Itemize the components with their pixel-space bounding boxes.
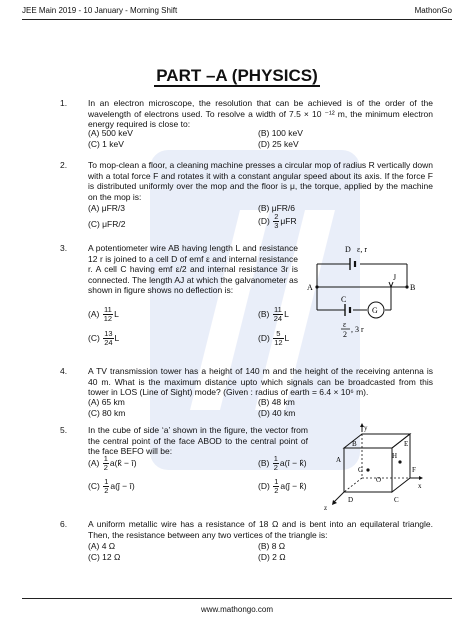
question-3-option-d: (D) $\frac{5}{12}$ L bbox=[258, 329, 290, 347]
label-emf-r: ε, r bbox=[357, 245, 368, 254]
label-o: O bbox=[376, 476, 382, 484]
label-c-emf-denominator: 2 bbox=[343, 330, 347, 339]
label-c-emf-numerator: ε bbox=[343, 320, 347, 329]
z-axis-line bbox=[334, 492, 344, 502]
question-3-option-b: (B) $\frac{11}{24}$ L bbox=[258, 305, 289, 323]
question-6-option-a: (A) 4 Ω bbox=[88, 541, 116, 551]
question-3-number: 3. bbox=[60, 243, 68, 253]
question-3-option-a: (A) $\frac{11}{12}$ L bbox=[88, 305, 119, 323]
cube-figure bbox=[318, 422, 428, 512]
label-d: D bbox=[348, 496, 354, 504]
question-5-option-d: (D) $\frac{1}{2}$ a(ĵ − k̂) bbox=[258, 477, 307, 495]
label-g: G bbox=[358, 466, 364, 474]
question-6-number: 6. bbox=[60, 519, 68, 529]
question-3-text: A potentiometer wire AB having length L and resistance 12 r is joined to a cell D of emf ε and internal resistance r. A cell C having emf ε/2 and internal resistance 3r is connected. The length AJ at which the galvanometer as shown in figure shows no deflection is: bbox=[88, 243, 298, 295]
label-j: J bbox=[393, 273, 397, 282]
node-a bbox=[315, 285, 318, 288]
label-a: A bbox=[336, 456, 342, 464]
label-g: G bbox=[372, 306, 378, 315]
footer-divider bbox=[22, 598, 452, 599]
question-4-text: A TV transmission tower has a height of 140 m and the height of the receiving antenna is 40 m. What is the maximum distance upto which signals can be broadcasted from this tower in LOS (Line of Sight) mode? (Given : radius of earth = 6.4 × 10⁶ m). bbox=[88, 366, 433, 397]
z-axis-arrow-icon bbox=[332, 500, 337, 505]
question-4-number: 4. bbox=[60, 366, 68, 376]
footer-website: www.mathongo.com bbox=[200, 605, 274, 614]
face-center-g bbox=[366, 468, 369, 471]
label-x: x bbox=[418, 482, 422, 490]
header-brand: MathonGo bbox=[414, 6, 452, 15]
question-3-option-c: (C) $\frac{13}{24}$ L bbox=[88, 329, 120, 347]
question-1-text: In an electron microscope, the resolution that can be achieved is of the order of the wavelength of electrons used. To resolve a width of 7.5 × 10 ⁻¹² m, the minimum electron energy required is close to: bbox=[88, 98, 433, 129]
potentiometer-circuit-figure bbox=[305, 240, 420, 340]
face-center-h bbox=[398, 460, 401, 463]
x-axis-arrow-icon bbox=[419, 476, 423, 480]
question-4-option-d: (D) 40 km bbox=[258, 408, 296, 418]
label-b: B bbox=[410, 283, 416, 292]
question-1-option-b: (B) 100 keV bbox=[258, 128, 303, 138]
question-1-option-a: (A) 500 keV bbox=[88, 128, 133, 138]
question-6-option-c: (C) 12 Ω bbox=[88, 552, 121, 562]
header-exam-title: JEE Main 2019 - 10 January - Morning Shift bbox=[22, 6, 178, 15]
question-2-option-d: (D) $\frac{2}{3}$ μFR bbox=[258, 212, 297, 230]
question-4-option-b: (B) 48 km bbox=[258, 397, 295, 407]
page-title: PART –A (PHYSICS) bbox=[156, 66, 318, 85]
node-b bbox=[405, 285, 408, 288]
label-f: F bbox=[412, 466, 416, 474]
header-divider bbox=[22, 19, 452, 20]
question-5-option-c: (C) $\frac{1}{2}$ a(ĵ − î) bbox=[88, 477, 135, 495]
question-4-option-c: (C) 80 km bbox=[88, 408, 126, 418]
question-6-option-b: (B) 8 Ω bbox=[258, 541, 286, 551]
label-d: D bbox=[345, 245, 351, 254]
question-5-number: 5. bbox=[60, 425, 68, 435]
question-2-number: 2. bbox=[60, 160, 68, 170]
label-c: C bbox=[341, 295, 347, 304]
question-2-option-c: (C) μFR/2 bbox=[88, 219, 126, 229]
question-1-option-d: (D) 25 keV bbox=[258, 139, 299, 149]
question-6-option-d: (D) 2 Ω bbox=[258, 552, 286, 562]
question-2-text: To mop-clean a floor, a cleaning machine presses a circular mop of radius R vertically down with a total force F and rotates it with a constant angular speed about its axis. If the force F is distributed uniformly over the mop and the floor is μ, the torque, applied by the machine on the mop is: bbox=[88, 160, 433, 202]
question-1-option-c: (C) 1 keV bbox=[88, 139, 124, 149]
question-1-number: 1. bbox=[60, 98, 68, 108]
question-6-text: A uniform metallic wire has a resistance of 18 Ω and is bent into an equilateral triangle. Then, the resistance between any two vertices of the triangle is: bbox=[88, 519, 433, 540]
label-c: C bbox=[394, 496, 399, 504]
label-e: E bbox=[404, 440, 409, 448]
label-z: z bbox=[324, 504, 328, 512]
label-y: y bbox=[364, 424, 368, 432]
question-2-option-a: (A) μFR/3 bbox=[88, 203, 126, 213]
label-b: B bbox=[352, 440, 357, 448]
question-5-option-b: (B) $\frac{1}{2}$ a(î − k̂) bbox=[258, 454, 307, 472]
question-5-option-a: (A) $\frac{1}{2}$ a(k̂ − î) bbox=[88, 454, 137, 472]
question-4-option-a: (A) 65 km bbox=[88, 397, 125, 407]
jockey-arrow-icon bbox=[389, 282, 393, 287]
label-h: H bbox=[392, 452, 398, 460]
label-a: A bbox=[307, 283, 313, 292]
question-2-option-b: (B) μFR/6 bbox=[258, 203, 296, 213]
label-c-internal-resistance: , 3 r bbox=[351, 325, 364, 334]
question-5-text: In the cube of side ‘a’ shown in the figure, the vector from the central point of the face ABOD to the central point of the face BEFO will be: bbox=[88, 425, 308, 456]
